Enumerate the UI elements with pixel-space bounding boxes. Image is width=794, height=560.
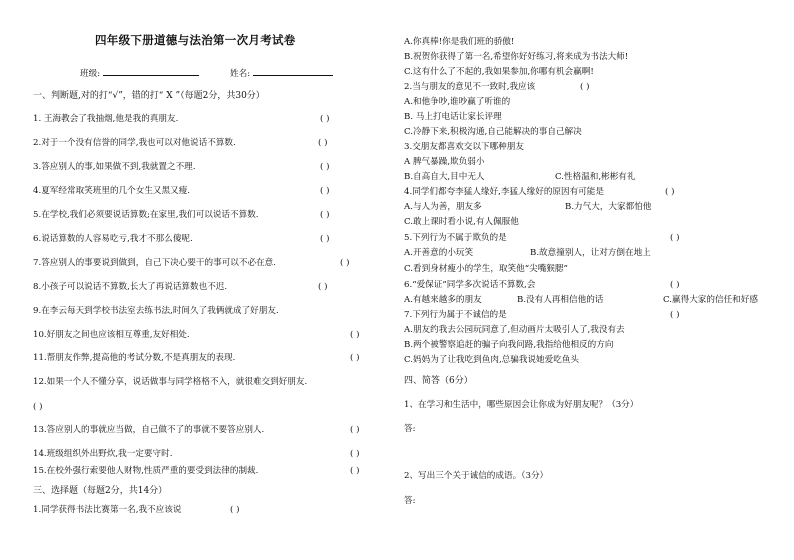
- q1-option-c: C.这有什么了不起的,我如果参加,你哪有机会赢啊!: [404, 67, 594, 77]
- judge-item-12: 12.如果一个人不懂分享，说话做事与同学格格不入，就很难交到好朋友.: [33, 377, 308, 387]
- answer-paren[interactable]: ( ): [350, 353, 360, 363]
- answer-paren[interactable]: ( ): [350, 449, 360, 459]
- judge-item-2: 2.对于一个没有信誉的同学,我也可以对他说话不算数.: [33, 138, 236, 148]
- answer-paren[interactable]: ( ): [320, 186, 330, 196]
- q2-option-c: C.冷静下来,积极沟通,自己能解决的事自己解决: [404, 127, 582, 137]
- judge-item-3: 3.答应别人的事,如果做不到,我就置之不理.: [33, 162, 196, 172]
- class-blank[interactable]: [103, 66, 199, 76]
- q2-option-a: A.和他争吵,谁吵赢了听谁的: [404, 97, 511, 107]
- choice-q4: 4.同学们都夸李猛人缘好,李猛人缘好的原因有可能是: [404, 187, 604, 197]
- answer-paren[interactable]: ( ): [318, 138, 328, 148]
- answer-label: 答:: [404, 424, 416, 434]
- q1-option-a: A.你真棒!你是我们班的骄傲!: [404, 37, 515, 47]
- judge-item-11: 11.帮朋友作弊,提高他的考试分数,不是真朋友的表现.: [33, 353, 236, 363]
- q6-option-a: A.有越来越多的朋友: [404, 295, 482, 305]
- class-field: [80, 66, 199, 80]
- judge-item-14: 14.班级组织外出野炊,我一定要守时.: [33, 449, 173, 459]
- judge-item-10: 10.好朋友之间也应该相互尊重,友好相处.: [33, 330, 190, 340]
- q3-option-b: B.自高自大,目中无人: [404, 172, 485, 182]
- section-3-heading: 三、选择题（每题2分，共14分）: [33, 486, 168, 496]
- q4-option-a: A.与人为善，朋友多: [404, 202, 482, 212]
- q4-option-c: C.敢上课时看小说,有人佩服他: [404, 217, 519, 227]
- answer-paren[interactable]: ( ): [350, 466, 360, 476]
- answer-paren[interactable]: ( ): [350, 330, 360, 340]
- section-4-heading: 四、简答（6分）: [404, 376, 473, 386]
- choice-q5: 5.下列行为不属于欺负的是: [404, 233, 507, 243]
- short-answer-q1: 1、在学习和生活中，哪些原因会让你成为好朋友呢？（3分）: [404, 400, 639, 410]
- judge-item-15: 15.在校外强行索要他人财物,性质严重的要受到法律的制裁.: [33, 466, 259, 476]
- answer-paren[interactable]: ( ): [320, 234, 330, 244]
- answer-paren[interactable]: ( ): [670, 280, 680, 290]
- answer-paren[interactable]: ( ): [320, 114, 330, 124]
- choice-q3: 3.交朋友都喜欢交以下哪种朋友: [404, 142, 524, 152]
- answer-paren[interactable]: ( ): [670, 310, 680, 320]
- class-label: 班级:: [80, 69, 101, 79]
- choice-q6: 6.“爱保证”同学多次说话不算数,会: [404, 280, 536, 290]
- answer-paren[interactable]: ( ): [670, 233, 680, 243]
- choice-q7: 7.下列行为属于不诚信的是: [404, 310, 507, 320]
- q1-option-b: B.祝贺你获得了第一名,希望你好好练习,将来成为书法大师!: [404, 52, 629, 62]
- answer-paren[interactable]: ( ): [318, 282, 328, 292]
- judge-item-4: 4.夏军经常取笑班里的几个女生又黑又瘦.: [33, 186, 191, 196]
- name-label: 姓名:: [230, 69, 251, 79]
- judge-item-7: 7.答应别人的事要说到做到，自己下决心要干的事可以不必在意.: [33, 258, 276, 268]
- judge-item-8: 8.小孩子可以说话不算数,长大了再说话算数也不迟.: [33, 282, 228, 292]
- q6-option-b: B.没有人再相信他的话: [517, 295, 604, 305]
- q5-option-c: C.看到身材瘦小的学生，取笑他“尖嘴猴腮”: [404, 264, 568, 274]
- short-answer-q2: 2、写出三个关于诚信的成语。（3分）: [404, 471, 549, 481]
- q5-option-b: B.故意撞别人，让对方倒在地上: [530, 248, 651, 258]
- answer-paren[interactable]: ( ): [230, 505, 240, 515]
- judge-item-5: 5.在学校,我们必须要说话算数;在家里,我们可以说话不算数.: [33, 210, 259, 220]
- choice-q1: 1.同学获得书法比赛第一名,我不应该说: [33, 505, 182, 515]
- exam-title: 四年级下册道德与法治第一次月考试卷: [95, 33, 296, 47]
- choice-q2: 2.当与朋友的意见不一致时,我应该: [404, 82, 536, 92]
- judge-item-13: 13.答应别人的事就应当做，自己做不了的事就不要答应别人.: [33, 425, 265, 435]
- answer-paren-12[interactable]: ( ): [33, 402, 43, 412]
- section-1-heading: 一、判断题,对的打“√”，错的打“ X ”（每题2分，共30分）: [33, 91, 265, 101]
- left-column: [0, 0, 395, 560]
- answer-paren[interactable]: ( ): [350, 425, 360, 435]
- q5-option-a: A.开善意的小玩笑: [404, 248, 474, 258]
- q3-option-a: A 脾气暴躁,欺负弱小: [404, 157, 485, 167]
- right-column: [395, 0, 794, 560]
- answer-paren[interactable]: ( ): [340, 258, 350, 268]
- judge-item-6: 6.说话算数的人容易吃亏,我才不那么傻呢.: [33, 234, 193, 244]
- judge-item-9: 9.在李云每天到学校书法室去练书法,时间久了我俩就成了好朋友.: [33, 306, 279, 316]
- q3-option-c: C.性格温和,彬彬有礼: [555, 172, 636, 182]
- answer-paren[interactable]: ( ): [580, 82, 590, 92]
- judge-item-1: 1. 王海教会了我抽烟,他是我的真朋友.: [33, 114, 179, 124]
- q6-option-c: C.赢得大家的信任和好感: [663, 295, 758, 305]
- q7-option-a: A.朋友约我去公园玩同意了,但动画片太吸引人了,我没有去: [404, 325, 625, 335]
- name-field: [230, 66, 333, 80]
- answer-label: 答:: [404, 496, 416, 506]
- name-blank[interactable]: [253, 66, 333, 76]
- answer-paren[interactable]: ( ): [320, 162, 330, 172]
- answer-paren[interactable]: ( ): [320, 210, 330, 220]
- q7-option-c: C.妈妈为了让我吃到鱼肉,总骗我说她爱吃鱼头: [404, 355, 580, 365]
- q2-option-b: B. 马上打电话让家长评理: [404, 112, 502, 122]
- answer-paren[interactable]: ( ): [665, 187, 675, 197]
- q7-option-b: B.两个被警察追赶的骗子向我问路,我指给他相反的方向: [404, 340, 614, 350]
- q4-option-b: B.力气大，大家都怕他: [565, 202, 652, 212]
